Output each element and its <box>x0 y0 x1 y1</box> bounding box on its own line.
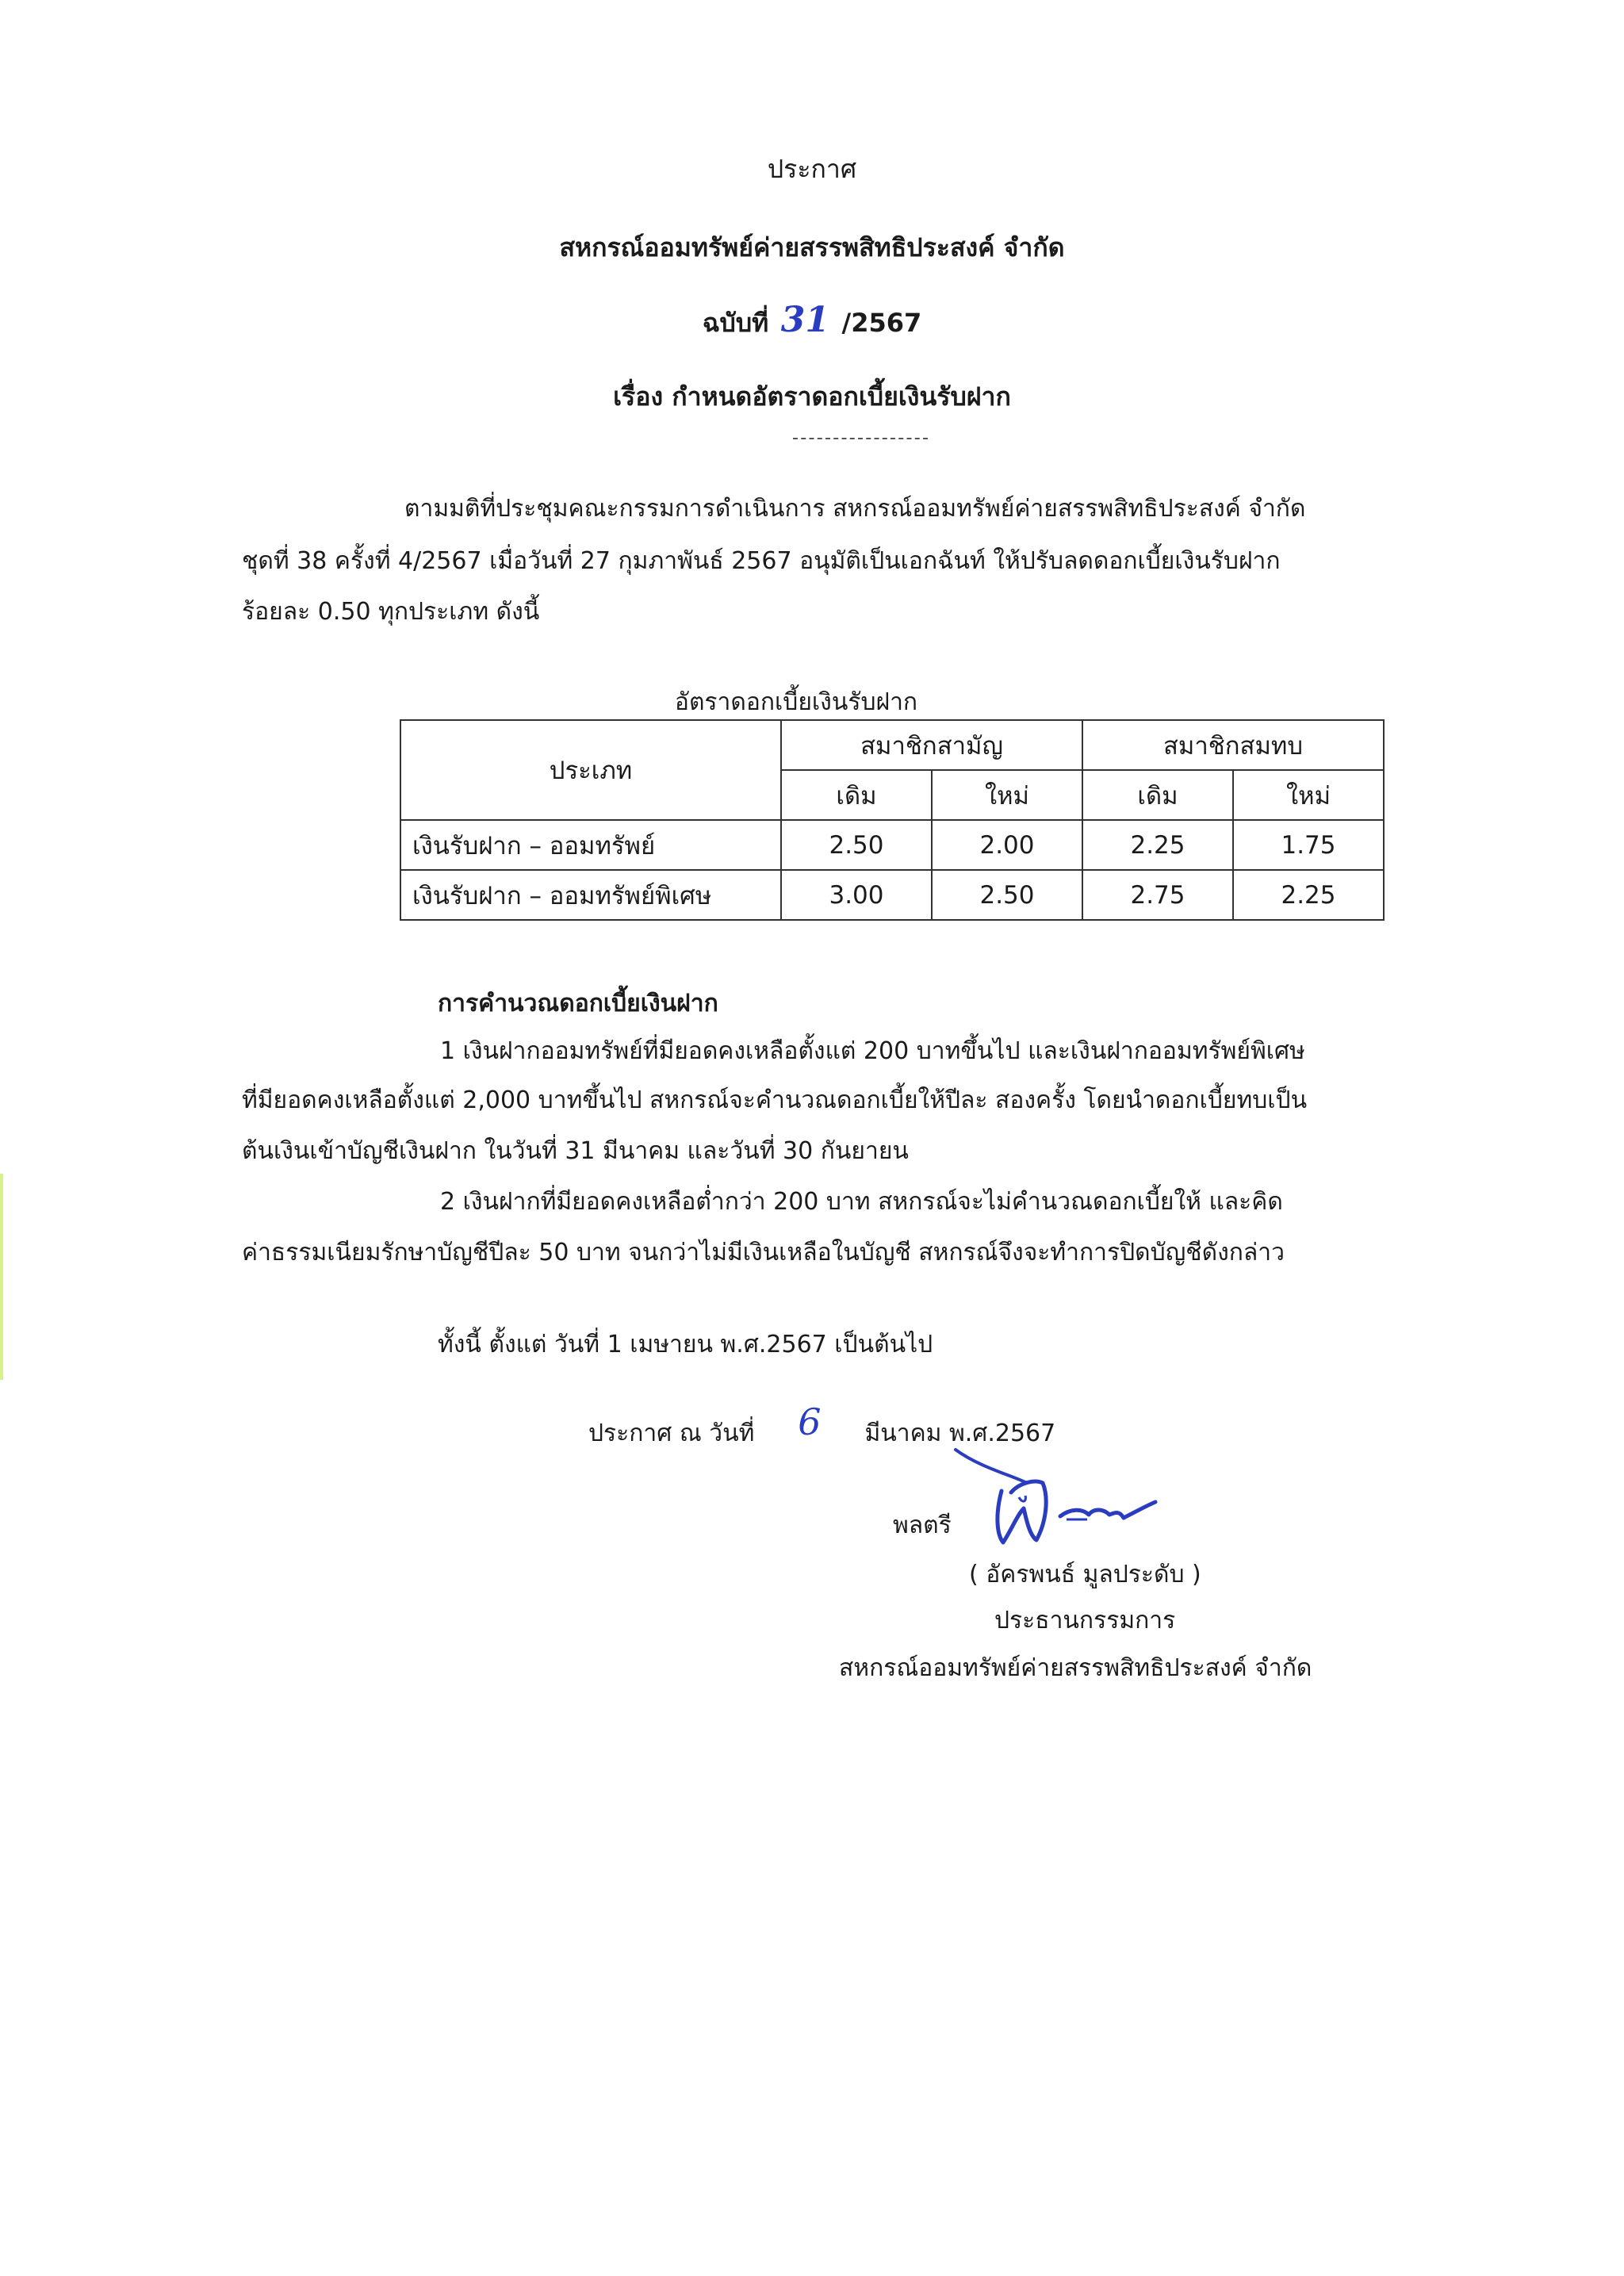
announce-prefix: ประกาศ ณ วันที่ <box>588 1420 755 1447</box>
header-type: ประเภท <box>400 720 781 820</box>
calc-heading: การคำนวณดอกเบี้ยเงินฝาก <box>438 990 718 1017</box>
rate-cell: 3.00 <box>781 870 932 920</box>
rate-cell: 2.00 <box>932 820 1082 870</box>
signer-rank: พลตรี <box>893 1512 952 1539</box>
signer-position: ประธานกรรมการ <box>994 1607 1176 1634</box>
header-associate-member: สมาชิกสมทบ <box>1082 720 1384 770</box>
intro-line-3: ร้อยละ 0.50 ทุกประเภท ดังนี้ <box>242 598 540 626</box>
effective-date: ทั้งนี้ ตั้งแต่ วันที่ 1 เมษายน พ.ศ.2567 เป็นต้นไป <box>438 1331 933 1358</box>
scan-edge-mark <box>0 1174 3 1380</box>
org-name: สหกรณ์ออมทรัพย์ค่ายสรรพสิทธิประสงค์ จำกัด <box>559 232 1065 262</box>
rate-cell: 1.75 <box>1233 820 1384 870</box>
header-new: ใหม่ <box>1233 770 1384 820</box>
intro-line-1: ตามมติที่ประชุมคณะกรรมการดำเนินการ สหกรณ์ออมทรัพย์ค่ายสรรพสิทธิประสงค์ จำกัด <box>404 495 1306 523</box>
header-ordinary-member: สมาชิกสามัญ <box>781 720 1082 770</box>
rate-table <box>400 719 1385 921</box>
calc-item2-line2: ค่าธรรมเนียมรักษาบัญชีปีละ 50 บาท จนกว่าไม่มีเงินเหลือในบัญชี สหกรณ์จึงจะทำการปิดบัญชีดังกล่าว <box>242 1239 1285 1266</box>
signer-organization: สหกรณ์ออมทรัพย์ค่ายสรรพสิทธิประสงค์ จำกัด <box>839 1654 1312 1682</box>
intro-line-2: ชุดที่ 38 ครั้งที่ 4/2567 เมื่อวันที่ 27 กุมภาพันธ์ 2567 อนุมัติเป็นเอกฉันท์ ให้ปรับลดดอกเบี้ยเงินรับฝาก <box>242 547 1281 575</box>
rate-cell: 2.50 <box>781 820 932 870</box>
header-old: เดิม <box>781 770 932 820</box>
issue-number-line <box>0 300 1624 343</box>
header-new: ใหม่ <box>932 770 1082 820</box>
calc-item1-line3: ต้นเงินเข้าบัญชีเงินฝาก ในวันที่ 31 มีนาคม และวันที่ 30 กันยายน <box>242 1137 909 1165</box>
handwritten-signature <box>948 1435 1170 1554</box>
issue-year: /2567 <box>841 308 922 338</box>
subject: เรื่อง กำหนดอัตราดอกเบี้ยเงินรับฝาก <box>613 381 1011 412</box>
row-type: เงินรับฝาก – ออมทรัพย์ <box>400 820 781 870</box>
calc-item1-line1: 1 เงินฝากออมทรัพย์ที่มียอดคงเหลือตั้งแต่ 200 บาทขึ้นไป และเงินฝากออมทรัพย์พิเศษ <box>440 1037 1305 1065</box>
issue-number-handwritten: 31 <box>780 300 829 340</box>
header-old: เดิม <box>1082 770 1233 820</box>
announce-day-handwritten: 6 <box>798 1400 822 1443</box>
table-row <box>400 820 1384 870</box>
rate-cell: 2.75 <box>1082 870 1233 920</box>
rate-cell: 2.25 <box>1233 870 1384 920</box>
calc-item1-line2: ที่มียอดคงเหลือตั้งแต่ 2,000 บาทขึ้นไป สหกรณ์จะคำนวณดอกเบี้ยให้ปีละ สองครั้ง โดยนำดอกเบี้ยทบเป็น <box>242 1086 1308 1114</box>
rate-cell: 2.50 <box>932 870 1082 920</box>
row-type: เงินรับฝาก – ออมทรัพย์พิเศษ <box>400 870 781 920</box>
issue-prefix: ฉบับที่ <box>702 308 769 338</box>
signer-name: ( อัครพนธ์ มูลประดับ ) <box>969 1561 1201 1588</box>
doc-title: ประกาศ <box>767 154 857 184</box>
calc-item2-line1: 2 เงินฝากที่มียอดคงเหลือต่ำกว่า 200 บาท สหกรณ์จะไม่คำนวณดอกเบี้ยให้ และคิด <box>440 1188 1283 1216</box>
table-caption: อัตราดอกเบี้ยเงินรับฝาก <box>674 688 918 716</box>
rate-cell: 2.25 <box>1082 820 1233 870</box>
header-divider <box>793 438 928 439</box>
table-row <box>400 870 1384 920</box>
announce-suffix: มีนาคม พ.ศ.2567 <box>864 1420 1056 1447</box>
